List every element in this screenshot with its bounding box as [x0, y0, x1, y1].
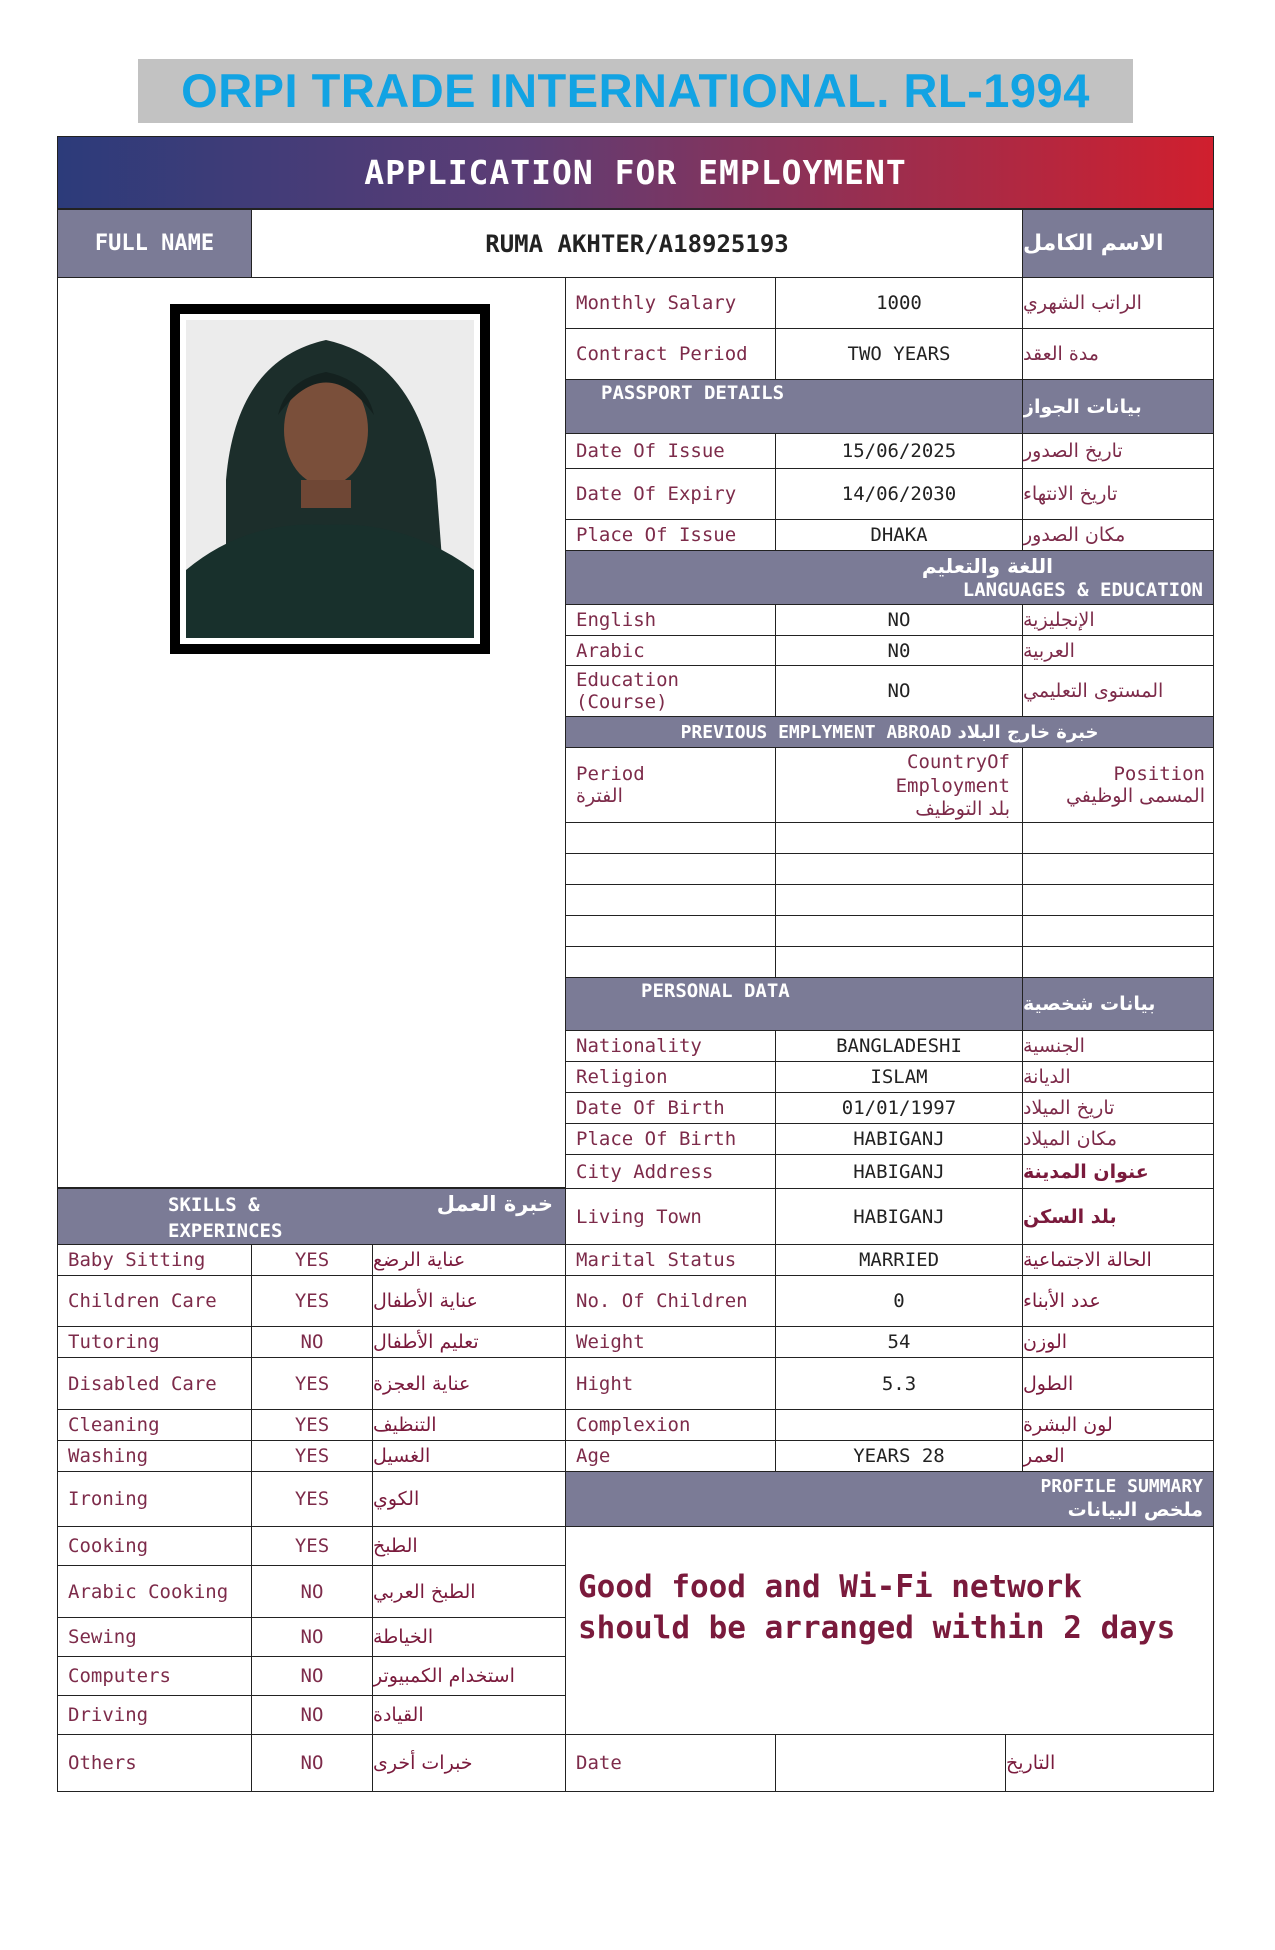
languages-header-arabic: اللغة والتعليم [921, 553, 1053, 578]
date-arabic: التاريخ [1005, 1734, 1214, 1792]
town-label: Living Town [565, 1188, 776, 1245]
summary-header-arabic: ملخص البيانات [1067, 1499, 1203, 1521]
employment-col-country: CountryOf Employment بلد التوظيف [775, 747, 1023, 823]
date-label: Date [565, 1734, 776, 1792]
nationality-arabic: الجنسية [1022, 1030, 1214, 1062]
skill-arabic: عناية الأطفال [372, 1275, 566, 1327]
passport-header: PASSPORT DETAILS [565, 379, 1023, 434]
summary-text: Good food and Wi-Fi network should be arranged within 2 days [565, 1526, 1214, 1735]
age-value: YEARS 28 [775, 1440, 1023, 1472]
skill-value: YES [251, 1275, 373, 1327]
marital-arabic: الحالة الاجتماعية [1022, 1244, 1214, 1276]
skill-label: Others [57, 1734, 252, 1792]
skill-value: NO [251, 1617, 373, 1657]
english-label: English [565, 604, 776, 636]
salary-arabic: الراتب الشهري [1022, 277, 1214, 329]
skill-arabic: الطبخ [372, 1526, 566, 1566]
height-value: 5.3 [775, 1357, 1023, 1410]
issue-place-label: Place Of Issue [565, 519, 776, 551]
summary-header [565, 1471, 1214, 1527]
skills-header-arabic: خبرة العمل [436, 1192, 553, 1216]
age-arabic: العمر [1022, 1440, 1214, 1472]
skill-value: YES [251, 1440, 373, 1472]
weight-arabic: الوزن [1022, 1326, 1214, 1358]
employment-col-position: Position المسمى الوظيفي [1022, 747, 1214, 823]
full-name-arabic: الاسم الكامل [1022, 209, 1214, 278]
skill-value: YES [251, 1471, 373, 1527]
passport-header-arabic: بيانات الجواز [1022, 379, 1214, 434]
skill-value: YES [251, 1357, 373, 1410]
skills-header-english: SKILLS & EXPERINCES [168, 1194, 283, 1242]
salary-label: Monthly Salary [565, 277, 776, 329]
skill-arabic: استخدام الكمبيوتر [372, 1656, 566, 1696]
personal-header-arabic: بيانات شخصية [1022, 977, 1214, 1031]
dob-value: 01/01/1997 [775, 1092, 1023, 1124]
expiry-date-arabic: تاريخ الانتهاء [1022, 468, 1214, 520]
dob-label: Date Of Birth [565, 1092, 776, 1124]
contract-label: Contract Period [565, 328, 776, 380]
employment-row-cell [775, 884, 1023, 916]
employment-row-cell [1022, 853, 1214, 885]
skill-value: YES [251, 1244, 373, 1276]
pob-arabic: مكان الميلاد [1022, 1123, 1214, 1155]
skill-arabic: الغسيل [372, 1440, 566, 1472]
contract-arabic: مدة العقد [1022, 328, 1214, 380]
languages-header-english: LANGUAGES & EDUCATION [962, 578, 1203, 601]
contract-value: TWO YEARS [775, 328, 1023, 380]
height-arabic: الطول [1022, 1357, 1214, 1410]
employment-row-cell [1022, 946, 1214, 978]
skill-label: Computers [57, 1656, 252, 1696]
employment-row-cell [565, 884, 776, 916]
town-arabic: بلد السكن [1022, 1188, 1214, 1245]
skill-label: Disabled Care [57, 1357, 252, 1410]
skill-arabic: عناية العجزة [372, 1357, 566, 1410]
children-label: No. Of Children [565, 1275, 776, 1327]
complexion-value [775, 1409, 1023, 1441]
skill-value: NO [251, 1695, 373, 1735]
skill-value: YES [251, 1409, 373, 1441]
marital-label: Marital Status [565, 1244, 776, 1276]
employment-row-cell [775, 822, 1023, 854]
personal-header: PERSONAL DATA [565, 977, 1023, 1031]
employment-row-cell [565, 946, 776, 978]
english-value: NO [775, 604, 1023, 636]
weight-value: 54 [775, 1326, 1023, 1358]
children-value: 0 [775, 1275, 1023, 1327]
employment-row-cell [565, 822, 776, 854]
skills-header [57, 1188, 566, 1245]
skill-arabic: الطبخ العربي [372, 1565, 566, 1618]
skill-arabic: خبرات أخرى [372, 1734, 566, 1792]
religion-label: Religion [565, 1061, 776, 1093]
complexion-label: Complexion [565, 1409, 776, 1441]
arabic-label: Arabic [565, 635, 776, 666]
skill-label: Baby Sitting [57, 1244, 252, 1276]
religion-value: ISLAM [775, 1061, 1023, 1093]
employment-col-period: Period الفترة [565, 747, 776, 823]
issue-date-value: 15/06/2025 [775, 433, 1023, 469]
education-arabic: المستوى التعليمي [1022, 665, 1214, 717]
skill-label: Children Care [57, 1275, 252, 1327]
skill-value: NO [251, 1326, 373, 1358]
expiry-date-label: Date Of Expiry [565, 468, 776, 520]
form-title: APPLICATION FOR EMPLOYMENT [57, 136, 1214, 209]
employment-header [565, 716, 1214, 748]
arabic-arabic: العربية [1022, 635, 1214, 666]
weight-label: Weight [565, 1326, 776, 1358]
town-value: HABIGANJ [775, 1188, 1023, 1245]
skill-arabic: تعليم الأطفال [372, 1326, 566, 1358]
education-label: Education (Course) [565, 665, 776, 717]
skill-arabic: التنظيف [372, 1409, 566, 1441]
city-label: City Address [565, 1154, 776, 1189]
skill-arabic: الخياطة [372, 1617, 566, 1657]
english-arabic: الإنجليزية [1022, 604, 1214, 636]
skill-label: Cleaning [57, 1409, 252, 1441]
expiry-date-value: 14/06/2030 [775, 468, 1023, 520]
children-arabic: عدد الأبناء [1022, 1275, 1214, 1327]
skill-label: Driving [57, 1695, 252, 1735]
skill-value: NO [251, 1565, 373, 1618]
employment-row-cell [1022, 884, 1214, 916]
full-name-label: FULL NAME [57, 209, 252, 278]
employment-row-cell [775, 915, 1023, 947]
nationality-label: Nationality [565, 1030, 776, 1062]
city-arabic: عنوان المدينة [1022, 1154, 1214, 1189]
skill-arabic: عناية الرضع [372, 1244, 566, 1276]
employment-row-cell [565, 853, 776, 885]
arabic-value: N0 [775, 635, 1023, 666]
skill-label: Ironing [57, 1471, 252, 1527]
employment-header-arabic: خبرة خارج البلاد [957, 721, 1099, 743]
skill-label: Sewing [57, 1617, 252, 1657]
salary-value: 1000 [775, 277, 1023, 329]
skill-label: Tutoring [57, 1326, 252, 1358]
skill-label: Arabic Cooking [57, 1565, 252, 1618]
employment-row-cell [1022, 915, 1214, 947]
height-label: Hight [565, 1357, 776, 1410]
applicant-photo [186, 320, 474, 638]
full-name-value: RUMA AKHTER/A18925193 [251, 209, 1023, 278]
issue-date-label: Date Of Issue [565, 433, 776, 469]
marital-value: MARRIED [775, 1244, 1023, 1276]
city-value: HABIGANJ [775, 1154, 1023, 1189]
skill-value: YES [251, 1526, 373, 1566]
education-value: NO [775, 665, 1023, 717]
nationality-value: BANGLADESHI [775, 1030, 1023, 1062]
skill-value: NO [251, 1734, 373, 1792]
employment-header-english: PREVIOUS EMPLYMENT ABROAD [680, 721, 952, 743]
employment-row-cell [1022, 822, 1214, 854]
religion-arabic: الديانة [1022, 1061, 1214, 1093]
issue-place-arabic: مكان الصدور [1022, 519, 1214, 551]
complexion-arabic: لون البشرة [1022, 1409, 1214, 1441]
employment-row-cell [775, 946, 1023, 978]
issue-date-arabic: تاريخ الصدور [1022, 433, 1214, 469]
date-value [775, 1734, 1006, 1792]
pob-label: Place Of Birth [565, 1123, 776, 1155]
issue-place-value: DHAKA [775, 519, 1023, 551]
skill-arabic: القيادة [372, 1695, 566, 1735]
skill-label: Washing [57, 1440, 252, 1472]
summary-header-english: PROFILE SUMMARY [1040, 1476, 1203, 1497]
employment-row-cell [565, 915, 776, 947]
languages-header [565, 550, 1214, 605]
company-name: ORPI TRADE INTERNATIONAL. RL-1994 [138, 59, 1133, 123]
pob-value: HABIGANJ [775, 1123, 1023, 1155]
employment-row-cell [775, 853, 1023, 885]
age-label: Age [565, 1440, 776, 1472]
skill-value: NO [251, 1656, 373, 1696]
dob-arabic: تاريخ الميلاد [1022, 1092, 1214, 1124]
skill-arabic: الكوي [372, 1471, 566, 1527]
skill-label: Cooking [57, 1526, 252, 1566]
